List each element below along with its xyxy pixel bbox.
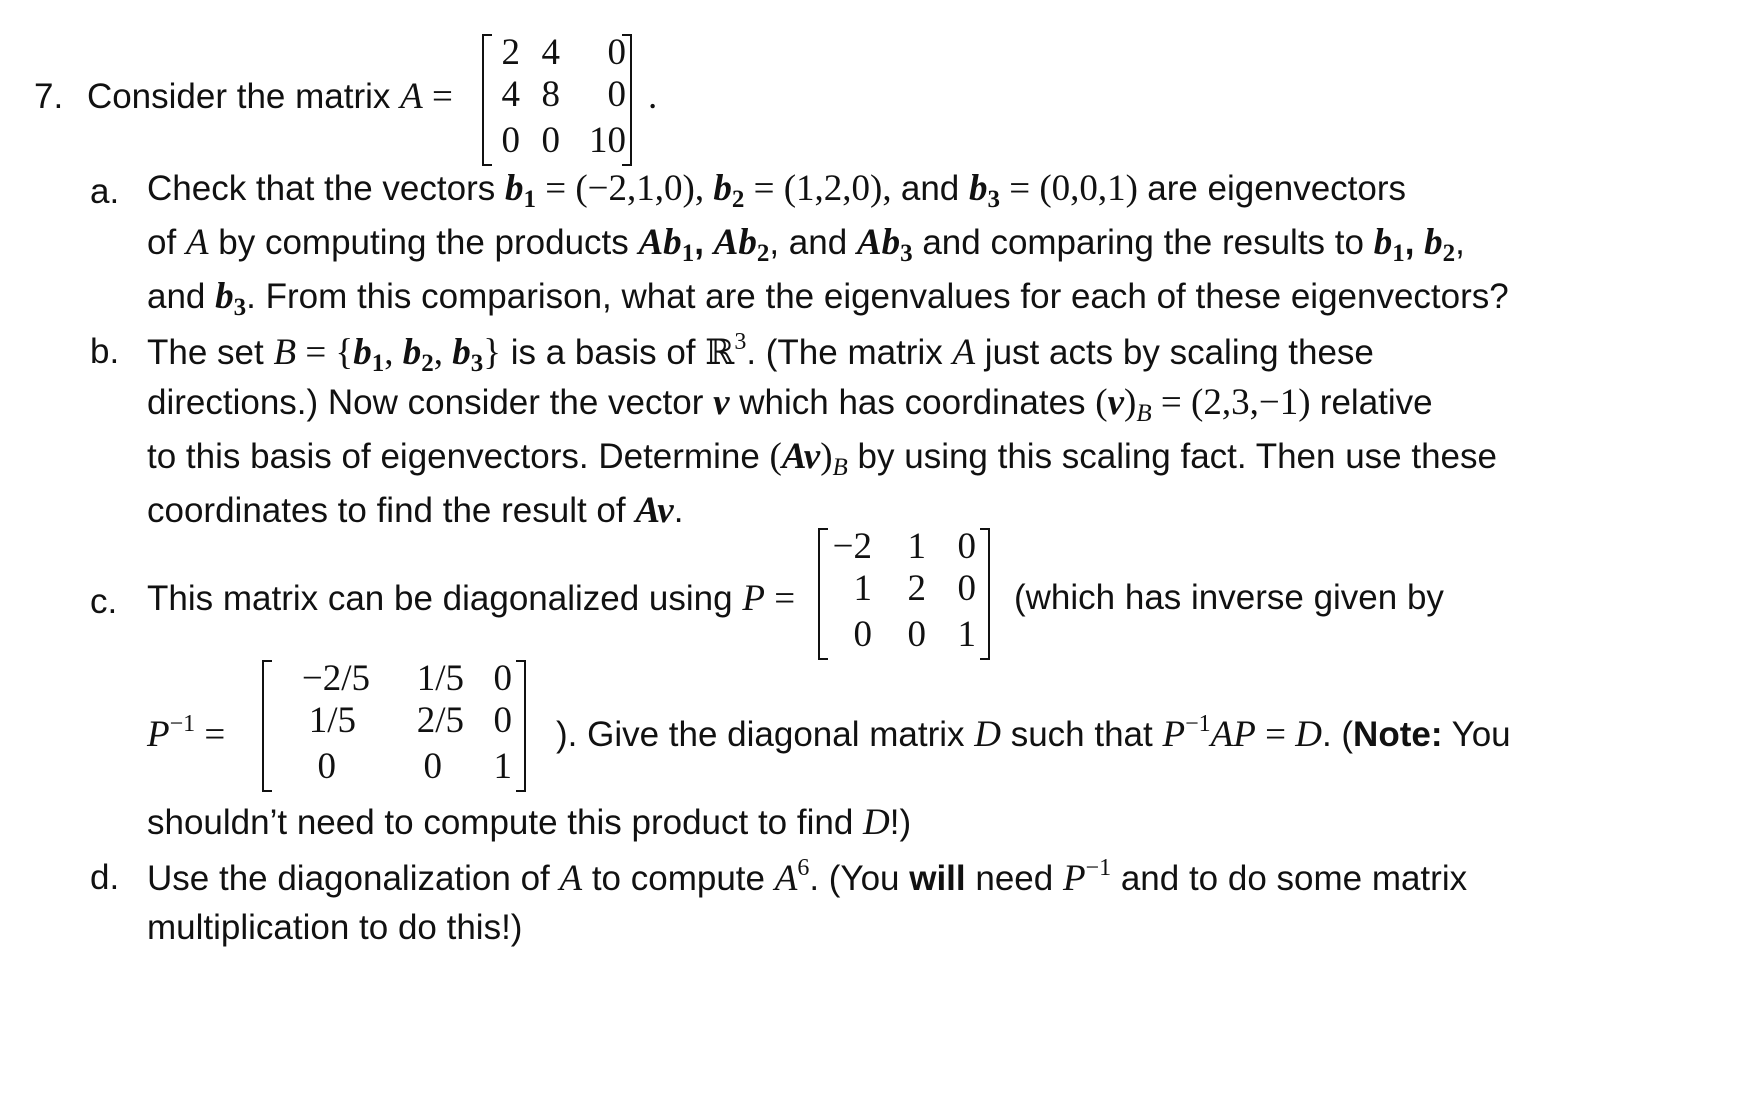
text: . From this comparison, what are the eigenvalues for each of these eigenvectors? <box>246 277 1509 316</box>
part-d-line-1 <box>147 856 1467 897</box>
problem-number: 7. <box>34 77 64 116</box>
matrix-cell: 0 <box>493 700 512 741</box>
subscript: 2 <box>421 350 434 377</box>
matrix-cell: 0 <box>607 32 626 73</box>
text: and <box>147 277 216 316</box>
symbol-A: A <box>774 858 798 899</box>
vector-b: b <box>215 276 234 317</box>
subscript: 1 <box>1392 240 1405 267</box>
text: Use the diagonalization of <box>147 859 560 898</box>
symbol-B: B <box>273 332 297 373</box>
superscript: −1 <box>1185 711 1211 737</box>
matrix-cell: 0 <box>541 120 560 161</box>
symbol-A: A <box>952 332 976 373</box>
text: is a basis of <box>500 333 706 372</box>
text: such that <box>1000 715 1163 754</box>
symbol-D: D <box>1295 714 1322 755</box>
text: of <box>147 223 186 262</box>
vector-value: = (1,2,0), <box>744 168 901 209</box>
symbol-P: P <box>1162 714 1186 755</box>
symbol-A: A <box>185 222 209 263</box>
matrix-cell: 8 <box>541 74 560 115</box>
problem-intro: Consider the matrix <box>86 77 401 116</box>
symbol-P: P <box>1062 858 1086 899</box>
part-d-label: d. <box>90 858 120 897</box>
paren: ) <box>1124 382 1137 423</box>
part-c-inverse-intro: (which has inverse given by <box>1014 578 1444 617</box>
coordinate-value: = (2,3,−1) <box>1151 382 1320 423</box>
matrix-cell: 0 <box>317 746 336 787</box>
symbol-P: P <box>147 714 170 755</box>
vector-b: b <box>353 332 372 373</box>
subscript: 3 <box>900 240 913 267</box>
subscript: 2 <box>731 186 745 213</box>
text: Check that the vectors <box>147 169 505 208</box>
part-c-line-3 <box>147 804 911 841</box>
text: and to do some matrix <box>1111 859 1468 898</box>
subscript: 2 <box>756 240 770 267</box>
text: You <box>1442 715 1511 754</box>
subscript: B <box>832 454 848 481</box>
subscript: 1 <box>523 186 536 213</box>
matrix-cell: 0 <box>607 74 626 115</box>
part-b-line-2 <box>147 384 1433 426</box>
bracket-right <box>516 660 526 792</box>
matrix-cell: 1 <box>493 746 512 787</box>
text: by using this scaling fact. Then use these <box>847 437 1497 476</box>
text: . (The matrix <box>746 333 953 372</box>
vector-b: b <box>713 168 732 209</box>
superscript: 3 <box>734 329 747 355</box>
part-a-line-1 <box>147 170 1406 212</box>
set-close: } <box>483 332 501 373</box>
paren: ( <box>1095 382 1108 423</box>
text: shouldn’t need to compute this product to find <box>147 803 864 842</box>
part-a-line-3 <box>147 278 1509 320</box>
text: directions.) Now consider the vector <box>147 383 714 422</box>
matrix-cell: 2 <box>907 568 926 609</box>
matrix-cell: 4 <box>501 74 520 115</box>
matrix-cell: 0 <box>423 746 442 787</box>
text: coordinates to find the result of <box>147 491 636 530</box>
matrix-cell: 10 <box>589 120 626 161</box>
bracket-right <box>622 34 632 166</box>
matrix-cell: 4 <box>541 32 560 73</box>
text: to this basis of eigenvectors. Determine <box>147 437 770 476</box>
vector-value: = (−2,1,0), <box>535 168 714 209</box>
part-a-label: a. <box>90 172 120 211</box>
symbol-D: D <box>863 802 890 843</box>
text: relative <box>1319 383 1433 422</box>
equals-sign: = <box>1255 714 1296 755</box>
matrix-A <box>482 30 642 165</box>
subscript: 3 <box>233 294 247 321</box>
subscript: 3 <box>987 186 1000 213</box>
text: need <box>965 859 1063 898</box>
text: ). Give the diagonal matrix <box>556 715 975 754</box>
pinv-label: $P^{-1}$ = <box>147 711 226 755</box>
symbol-A: A <box>559 858 583 899</box>
matrix-A-period: . <box>648 76 658 117</box>
paren: ( <box>769 436 782 477</box>
part-d-line-2: multiplication to do this!) <box>147 908 523 947</box>
part-c-label: c. <box>90 582 118 621</box>
matrix-cell: 0 <box>957 526 976 567</box>
matrix-cell: 2 <box>501 32 520 73</box>
matrix-cell: 0 <box>957 568 976 609</box>
superscript: −1 <box>169 711 196 737</box>
product-Av: Av <box>781 436 821 477</box>
vector-b: b <box>1373 222 1393 263</box>
vector-value: = (0,0,1) <box>999 168 1148 209</box>
text: which has coordinates <box>729 383 1096 422</box>
vector-v: v <box>1107 382 1125 423</box>
vector-b: b <box>402 332 422 373</box>
vector-b: b <box>968 168 988 209</box>
text: . ( <box>1321 715 1354 754</box>
comma: , <box>769 223 789 262</box>
matrix-cell: −2/5 <box>301 658 370 699</box>
problem-header <box>34 78 453 115</box>
text: and <box>900 169 969 208</box>
matrix-cell: 1/5 <box>308 700 356 741</box>
text: and comparing the results to <box>912 223 1374 262</box>
text: . <box>673 491 684 530</box>
subscript: 2 <box>1442 240 1456 267</box>
matrix-cell: −2 <box>832 526 872 567</box>
text: . (You <box>809 859 910 898</box>
paren: ) <box>820 436 833 477</box>
equals-sign: = <box>422 76 453 117</box>
symbol-P: P <box>742 578 765 619</box>
subscript: 3 <box>470 350 484 377</box>
matrix-cell: 0 <box>853 614 872 655</box>
matrix-cell: 0 <box>493 658 512 699</box>
note-label: Note: <box>1353 715 1443 754</box>
text: by computing the products <box>208 223 639 262</box>
subscript: 1 <box>371 350 385 377</box>
vector-v: v <box>713 382 730 423</box>
part-b-line-4 <box>147 492 683 529</box>
bracket-right <box>980 528 990 660</box>
matrix-cell: 0 <box>907 614 926 655</box>
matrix-cell: 1 <box>907 526 926 567</box>
emphasis-will: will <box>909 859 966 898</box>
matrix-A-label: A <box>400 76 423 117</box>
comma: , <box>1404 223 1425 262</box>
part-a-line-2: of A by computing the products $Ab_1$, $Ab_2$, and $Ab_3$ and comparing the results to $b_1$, $b_2$, <box>147 222 1465 267</box>
part-b-line-3 <box>147 438 1497 480</box>
matrix-cell: 2/5 <box>416 700 464 741</box>
matrix-P-inverse <box>262 656 556 791</box>
part-b-label: b. <box>90 332 120 371</box>
superscript: 6 <box>797 855 810 881</box>
superscript: −1 <box>1085 855 1112 881</box>
subscript: 1 <box>681 240 695 267</box>
part-c-line-1 <box>147 580 795 617</box>
text: to compute <box>582 859 775 898</box>
product-Ab: Ab <box>713 222 757 263</box>
matrix-cell: 1 <box>853 568 872 609</box>
matrix-cell: 1 <box>957 614 976 655</box>
text: and <box>788 223 857 262</box>
symbol-D: D <box>974 714 1001 755</box>
text: This matrix can be diagonalized using <box>147 579 743 618</box>
vector-b: b <box>452 332 471 373</box>
vector-b: b <box>1424 222 1443 263</box>
text: are eigenvectors <box>1147 169 1407 208</box>
product-Ab: Ab <box>856 222 901 263</box>
matrix-cell: 0 <box>501 120 520 161</box>
product-Av: Av <box>635 490 674 531</box>
bracket-left <box>482 34 492 166</box>
set-open: = { <box>296 332 354 373</box>
equals-sign: = <box>764 578 796 619</box>
text: just acts by scaling these <box>975 333 1374 372</box>
real-numbers-symbol: ℝ <box>705 333 735 373</box>
vector-b: b <box>504 168 524 209</box>
product-Ab: Ab <box>638 222 682 263</box>
matrix-P <box>818 524 998 659</box>
expr-AP: AP <box>1210 714 1256 755</box>
part-c-line-2 <box>556 712 1511 753</box>
subscript: B <box>1136 400 1152 427</box>
comma: , <box>694 223 714 262</box>
part-b-line-1: The set $B = \{b_1$, $b_2$, $b_3$} is a basis of ℝ$^3$. (The matrix A just acts by scaling these <box>147 329 1374 377</box>
text: !) <box>889 803 912 842</box>
text: The set <box>147 333 274 372</box>
matrix-cell: 1/5 <box>416 658 464 699</box>
